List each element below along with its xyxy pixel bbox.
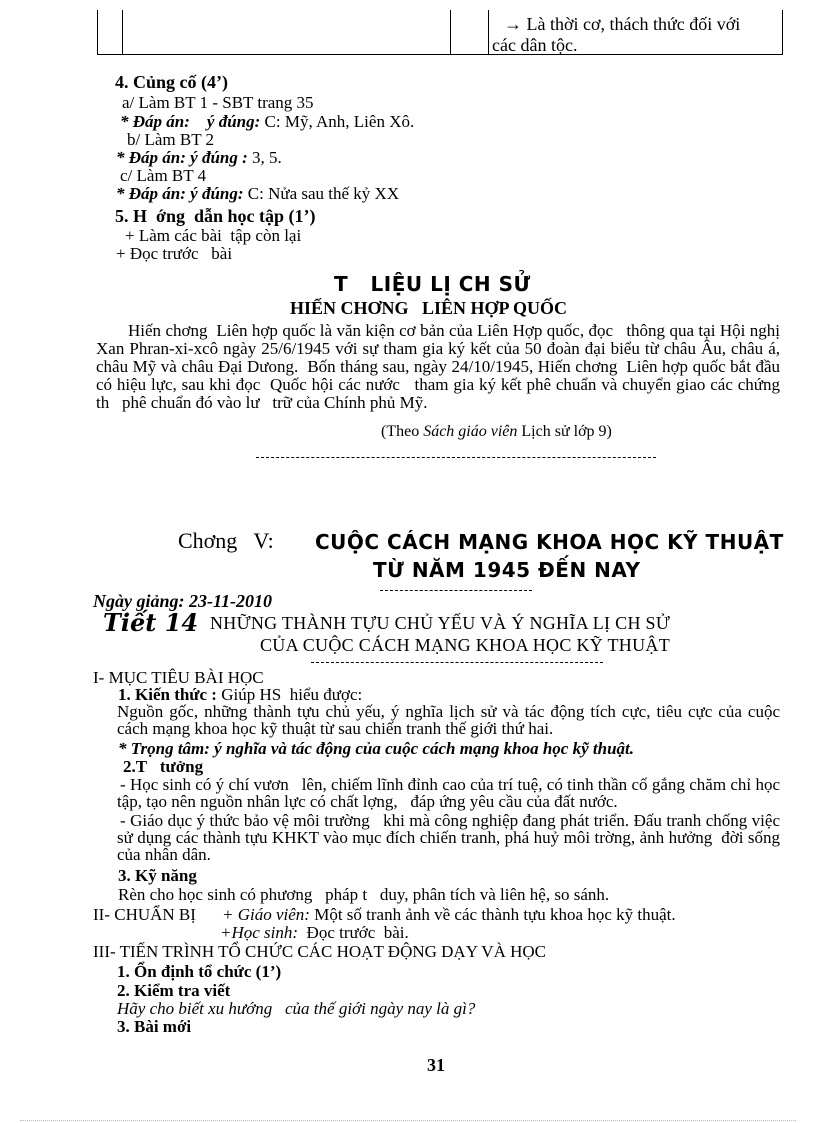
kien-thuc-text: Giúp HS hiểu được:: [221, 685, 363, 704]
section-heading: II- CHUẨN BỊ: [93, 905, 196, 924]
exercise-a: a/ Làm BT 1 - SBT trang 35: [122, 93, 314, 112]
chuan-bi-gv: [222, 905, 676, 925]
chapter-label: Chơng V:: [178, 528, 274, 553]
gv-label: + Giáo viên:: [222, 905, 310, 924]
tu-tuong-paragraph: - Học sinh có ý chí vươn lên, chiếm lĩnh đỉnh cao của trí tuệ, có tinh thần cố gắng chăm chỉ học tập, tạo nên nguồn nhân lực có chất lợng, đáp ứng yêu cầu của đất nước.: [117, 775, 780, 811]
table-cell-text: các dân tộc.: [492, 35, 578, 55]
exercise-a-answer: [120, 112, 414, 132]
trong-tam: * Trọng tâm: ý nghĩa và tác động của cuộc cách mạng khoa học kỹ thuật.: [118, 739, 635, 758]
exercise-c-answer: [116, 184, 399, 204]
bai-moi-heading: 3. Bài mới: [117, 1017, 192, 1036]
table-column-divider: [122, 10, 123, 54]
kiem-tra-heading: 2. Kiểm tra viết: [117, 981, 231, 1000]
tu-lieu-subtitle: HIẾN CHƠNG LIÊN HỢP QUỐC: [290, 298, 568, 318]
huong-dan-item: + Làm các bài tập còn lại: [125, 226, 302, 245]
kien-thuc-label: 1. Kiến thức :: [118, 685, 217, 704]
chapter-title: CUỘC CÁCH MẠNG KHOA HỌC KỸ THUẬT: [315, 530, 784, 554]
hs-label: +Học sinh:: [220, 923, 299, 942]
answer-label: * Đáp án: ý đúng :: [116, 148, 248, 167]
table-cell-text: → Là thời cơ, thách thức đối với: [504, 14, 741, 34]
kien-thuc-paragraph: Nguồn gốc, những thành tựu chủ yếu, ý nghĩa lịch sử và tác động tích cực, tiêu cực của cuộc cách mạng khoa học kỹ thuật từ sau chiến tranh thế giới thứ hai.: [117, 702, 780, 738]
hs-text: Đọc trước bài.: [306, 923, 409, 942]
tu-tuong-label: 2.T tưởng: [123, 757, 204, 776]
source-book: Sách giáo viên: [423, 423, 518, 440]
answer-label: * Đáp án:: [120, 112, 190, 131]
on-dinh-heading: 1. Ổn định tổ chức (1’): [117, 962, 282, 981]
separator-dashed: [311, 662, 603, 663]
answer-label: * Đáp án: ý đúng:: [116, 184, 244, 203]
ky-nang-label: 3. Kỹ năng: [118, 866, 197, 885]
lesson-number: Tiết 14: [103, 608, 199, 637]
answer-value: C: Nửa sau thế kỷ XX: [247, 184, 400, 203]
table-fragment: [97, 10, 783, 55]
source-suffix: Lịch sử lớp 9): [521, 423, 612, 440]
chuan-bi-hs: [220, 923, 409, 943]
table-column-divider: [450, 10, 451, 54]
exercise-b-answer: [116, 148, 282, 168]
answer-value: 3, 5.: [252, 148, 282, 167]
source-prefix: (Theo: [381, 423, 420, 440]
lesson-date: Ngày giảng: 23-11-2010: [93, 591, 272, 611]
page-number: 31: [427, 1055, 445, 1075]
separator-dashed: [256, 457, 656, 458]
exercise-b: b/ Làm BT 2: [127, 130, 215, 149]
ky-nang-text: Rèn cho học sinh có phương pháp t duy, phân tích và liên hệ, so sánh.: [118, 885, 610, 904]
huong-dan-heading: 5. H ớng dẫn học tập (1’): [115, 206, 316, 226]
cung-co-heading: 4. Củng cố (4’): [115, 72, 228, 92]
lesson-title: NHỮNG THÀNH TỰU CHỦ YẾU VÀ Ý NGHĨA LỊ CH SỬ: [210, 613, 671, 633]
section-heading: III- TIẾN TRÌNH TỔ CHỨC CÁC HOẠT ĐỘNG DẠY VÀ HỌC: [93, 942, 546, 961]
gv-text: Một số tranh ảnh về các thành tựu khoa học kỹ thuật.: [314, 905, 676, 924]
answer-value: C: Mỹ, Anh, Liên Xô.: [264, 112, 415, 131]
lesson-title: CỦA CUỘC CÁCH MẠNG KHOA HỌC KỸ THUẬT: [260, 635, 670, 655]
table-column-divider: [488, 10, 489, 54]
page-bottom-rule: [20, 1120, 796, 1121]
kiem-tra-question: Hãy cho biết xu hướng của thế giới ngày nay là gì?: [117, 999, 476, 1018]
answer-label: ý đúng:: [206, 112, 261, 131]
exercise-c: c/ Làm BT 4: [120, 166, 207, 185]
tu-lieu-source: [381, 423, 612, 441]
tu-tuong-paragraph: - Giáo dục ý thức bảo vệ môi trường khi mà công nghiệp đang phát triển. Đấu tranh chống việc sử dụng các thành tựu KHKT vào mục đích chiến tranh, phá huỷ môi trờng, ảnh hưởng đời sống của nhân dân.: [117, 811, 780, 864]
section-heading: I- MỤC TIÊU BÀI HỌC: [93, 668, 264, 687]
tu-lieu-title: T LIỆU LỊ CH SỬ: [334, 272, 531, 296]
separator-dashed: [380, 590, 532, 591]
tu-lieu-paragraph: Hiến chơng Liên hợp quốc là văn kiện cơ bản của Liên Hợp quốc, đọc thông qua tại Hội nghị Xan Phran-xi-xcô ngày 25/6/1945 với sự tham gia ký kết của 50 đoàn đại biểu từ châu Âu, châu á, châu Mỹ và châu Đại Dưong. Bốn tháng sau, ngày 24/10/1945, Hiến chơng Liên hợp quốc bắt đầu có hiệu lực, sau khi đọc Quốc hội các nước tham gia ký kết phê chuẩn và chuyển giao các chứng th phê chuẩn đó vào lư trữ của Chính phủ Mỹ.: [96, 321, 780, 412]
chapter-title: TỪ NĂM 1945 ĐẾN NAY: [373, 558, 641, 582]
huong-dan-item: + Đọc trước bài: [116, 244, 233, 263]
